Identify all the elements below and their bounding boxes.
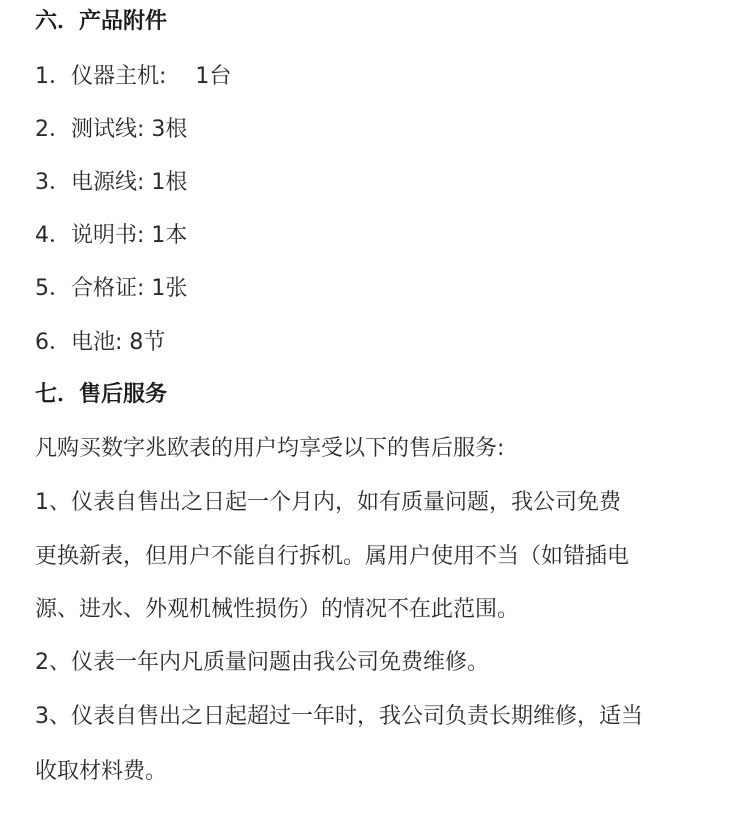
accessory-item-2: 2．测试线: 3根 [35, 117, 188, 142]
service-line-3: 源、进水、外观机械性损伤）的情况不在此范围。 [35, 597, 520, 622]
service-line-1: 1、仪表自售出之日起一个月内，如有质量问题，我公司免费 [35, 490, 621, 515]
accessory-item-4: 4．说明书: 1本 [35, 223, 188, 248]
section-6-title: 六．产品附件 [35, 9, 168, 34]
service-line-2: 更换新表，但用户不能自行拆机。属用户使用不当（如错插电 [35, 544, 630, 569]
accessory-item-3: 3．电源线: 1根 [35, 170, 188, 195]
accessory-item-1: 1．仪器主机: 1台 [35, 64, 232, 89]
service-line-4: 2、仪表一年内凡质量问题由我公司免费维修。 [35, 650, 489, 675]
accessory-item-5: 5．合格证: 1张 [35, 276, 188, 301]
service-intro: 凡购买数字兆欧表的用户均享受以下的售后服务: [35, 436, 505, 461]
section-7-title: 七．售后服务 [35, 382, 168, 407]
accessory-item-6: 6．电池: 8节 [35, 330, 166, 355]
service-line-6: 收取材料费。 [35, 759, 168, 784]
service-line-5: 3、仪表自售出之日起超过一年时，我公司负责长期维修，适当 [35, 704, 643, 729]
